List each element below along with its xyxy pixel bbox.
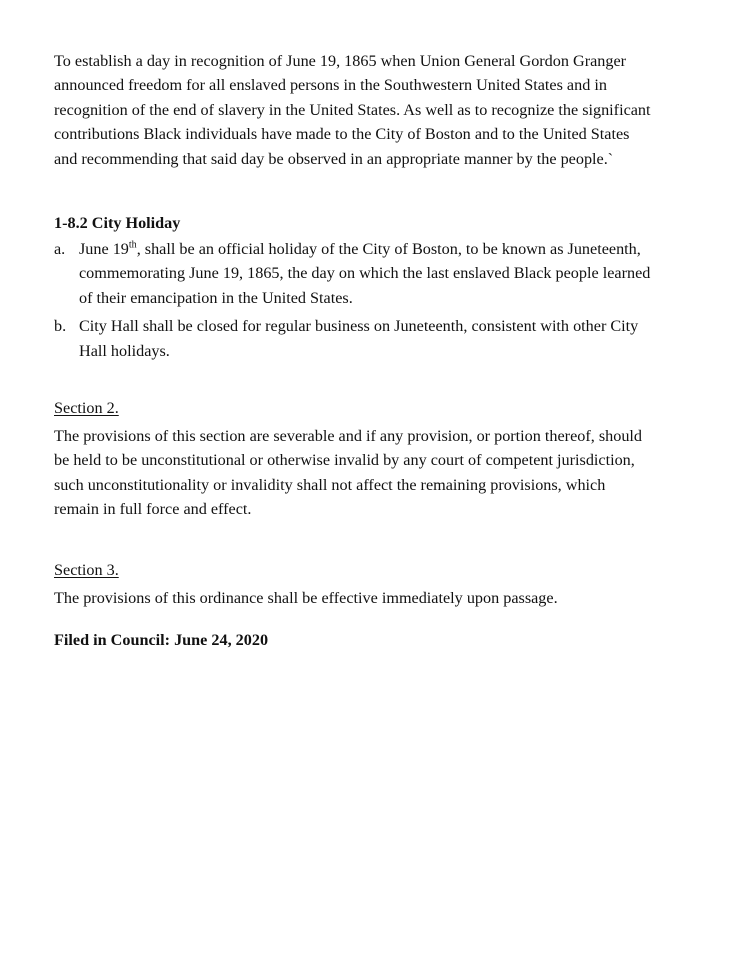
filed-in-council: Filed in Council: June 24, 2020 — [54, 631, 269, 650]
holiday-provisions-list — [54, 237, 654, 363]
section-3-label: Section 3. — [54, 560, 119, 579]
list-item-text-start: June 19 — [79, 240, 129, 259]
list-item-text: City Hall shall be closed for regular business on Juneteenth, consistent with other City Hall holidays. — [79, 317, 639, 360]
list-marker: a. — [54, 240, 66, 259]
list-item-text-rest: , shall be an official holiday of the City of Boston, to be known as Juneteenth, commemorating June 19, 1865, the day on which the last enslaved Black people learned of their emancipation in the United States. — [79, 240, 651, 307]
list-item — [54, 314, 654, 363]
superscript-th: th — [128, 239, 137, 251]
list-item — [54, 237, 654, 310]
section-3-body: The provisions of this ordinance shall be effective immediately upon passage. — [54, 588, 558, 607]
document-page — [54, 49, 654, 652]
section-2-body: The provisions of this section are severable and if any provision, or portion thereof, should be held to be unconstitutional or otherwise invalid by any court of competent jurisdiction, such unconstitutionality or invalidity shall not affect the remaining provisions, which remain in full force and effect. — [54, 427, 643, 519]
city-holiday-heading: 1-8.2 City Holiday — [54, 214, 181, 233]
intro-paragraph: To establish a day in recognition of June 19, 1865 when Union General Gordon Granger announced freedom for all enslaved persons in the Southwestern United States and in recognition of the end of slavery in the United States. As well as to recognize the significant contributions Black individuals have made to the City of Boston and to the United States and recommending that said day be observed in an appropriate manner by the people.` — [54, 52, 651, 168]
list-marker: b. — [54, 317, 67, 336]
section-2-label: Section 2. — [54, 399, 119, 418]
list-item-text — [79, 237, 654, 310]
